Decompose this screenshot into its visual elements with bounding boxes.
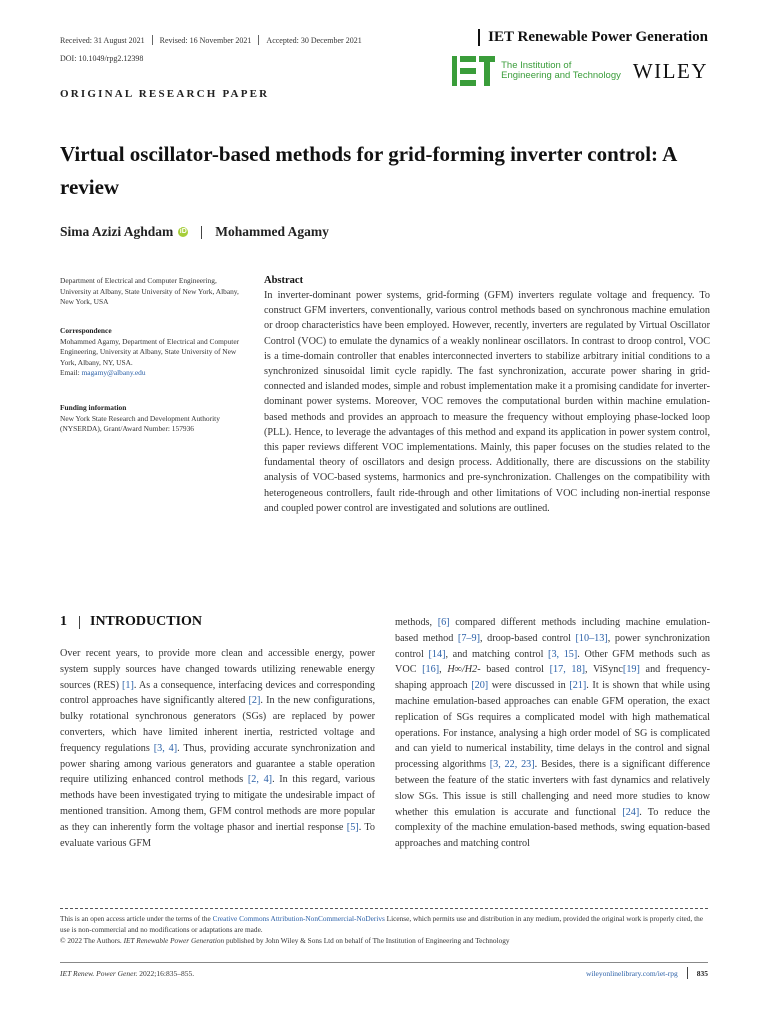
intro-column-right: methods, [6] compared different methods including machine emulation-based method [7–9], droop-based control [10–13], power synchronization control [14], and matching control [3, 15]. Other GFM methods such as VOC [16], H∞/H2- based control [17, 18], ViSync[19] and frequency-shaping approach [20] were discussed in [21]. It is shown that while using machine emulation-based approaches can enable GFM operation, the exact replication of SGs requires a complicated model with high mathematical operations. For instance, analysing a high order model of SG is complicated and can yield to numerical instability, time delays in the control and signal processing algorithms [3, 22, 23]. Besides, there is a significant difference between the feature of the static inverters with fast dynamics and relatively slow SGs. This issue is still challenging and need more studies to know whether this emulation is accurate and functional [24]. To reduce the complexity of the machine emulation-based methods, swing equation-based approaches and matching control (395, 617, 711, 850)
accepted-date: Accepted: 30 December 2021 (266, 35, 362, 45)
revised-date: Revised: 16 November 2021 (159, 35, 252, 45)
divider (687, 967, 688, 979)
citation-link[interactable]: [1] (122, 679, 134, 691)
intro-column-left: Over recent years, to provide more clean and accessible energy, power system supply sources have changed towards utilizing renewable energy sources (RES) [1]. As a consequence, interfacing devices and corresponding control approaches have significantly altered [2]. In the new configurations, bulky rotational synchronous generators (SGs) are replaced by power converters, which have limited inherent inertia, restricted voltage and frequency regulations [3, 4]. Thus, providing accurate synchronization and power sharing among various generators and guarantee a stable operation require utilizing enhanced control methods [2, 4]. In this regard, various methods have been investigated trying to mitigate the undesirable impact of mentioned transition. Among them, GFM control methods are more popular as they can inherently form the voltage phasor and inertial response [5]. To evaluate various GFM (60, 648, 376, 849)
citation-link[interactable]: [6] (437, 617, 450, 628)
iet-logo-text: The Institution of Engineering and Technology (501, 60, 621, 81)
publisher-logos (452, 56, 708, 86)
funding-info (60, 403, 240, 435)
section-heading (60, 614, 202, 630)
citation-link[interactable]: [21] (569, 680, 587, 692)
correspondence-heading: Correspondence (60, 326, 112, 335)
email-line: Email: magamy@albany.edu (60, 368, 146, 377)
section-number: 1 (60, 614, 67, 629)
email-link[interactable]: magamy@albany.edu (81, 368, 146, 377)
doi[interactable]: DOI: 10.1049/rpg2.12398 (60, 54, 144, 63)
divider (152, 35, 153, 45)
funding-text: New York State Research and Development Authority (NYSERDA), Grant/Award Number: 157936 (60, 413, 220, 433)
citation-link[interactable]: [2] (248, 695, 261, 707)
article-dates (60, 35, 362, 45)
citation-line: IET Renew. Power Gener. 2022;16:835–855. (60, 969, 195, 978)
affiliation: Department of Electrical and Computer Engineering, University at Albany, State University of New York, Albany, New York, USA (60, 276, 239, 306)
journal-name-text: IET Renewable Power Generation (488, 29, 708, 45)
citation-link[interactable]: [5] (346, 821, 359, 833)
license-link[interactable]: Creative Commons Attribution-NonCommercial-NoDerivs (212, 914, 385, 923)
citation-link[interactable]: [24] (622, 806, 640, 818)
journal-name[interactable] (478, 29, 708, 46)
received-date: Received: 31 August 2021 (60, 35, 145, 45)
math-expression: H∞/H2 (447, 664, 478, 676)
journal-url-link[interactable]: wileyonlinelibrary.com/iet-rpg (585, 968, 678, 978)
iet-logo-icon (452, 56, 495, 86)
footer-divider (60, 962, 708, 963)
page-number: 835 (696, 968, 708, 978)
funding-heading: Funding information (60, 403, 127, 412)
citation-link[interactable]: [3, 22, 23] (489, 759, 535, 771)
footer-right (586, 967, 708, 979)
abstract (264, 275, 710, 516)
author-list (60, 224, 329, 240)
citation-link[interactable]: [19] (622, 664, 640, 676)
divider (201, 226, 202, 239)
citation-link[interactable]: [16] (422, 664, 440, 676)
divider (79, 616, 80, 629)
section-title: INTRODUCTION (90, 614, 203, 629)
divider (478, 29, 480, 46)
author-name[interactable]: Sima Azizi Aghdam (60, 224, 174, 239)
license-notice: This is an open access article under the terms of the Creative Commons Attribution-NonCommercial-NoDerivs License, which permits use and distribution in any medium, provided the original work is properly cited, the use is non-commercial and no modifications or adaptations are made. © 2022 The Authors. IET Renewable Power Generation published by John Wiley & Sons Ltd on behalf of The Institution of Engineering and Technology (60, 914, 703, 945)
citation-link[interactable]: [10–13] (575, 632, 608, 644)
correspondence-text: Mohammed Agamy, Department of Electrical and Computer Engineering, University at Albany, State University of New York, Albany, NY, USA. (60, 336, 240, 367)
citation-link[interactable]: [14] (428, 648, 446, 660)
citation-link[interactable]: [17, 18] (549, 664, 585, 676)
citation-link[interactable]: [7–9] (457, 632, 480, 644)
abstract-text: In inverter-dominant power systems, grid-forming (GFM) inverters regulate voltage and frequency. To construct GFM inverters, conventionally, various control methods based on synchronous machine emulation or droop characteristics have been employed. However, recently, inverters are regulated by Virtual Oscillator Control (VOC) to emulate the dynamics of a weakly nonlinear oscillators. In contrast to droop control, VOC is a time-domain controller that enables interconnected inverters to stabilize arbitrary initial conditions to a synchronized sinusoidal limit cycle rapidly. The fast synchronization, accurate power sharing in grid-connected and islanded modes, simple and robust implementation make it a promising candidate for inverter-dominant power systems. Moreover, VOC removes the computational burden within machine emulation-based methods and provides an approach to measure the frequency without employing phase-locked loop (PLL). Hence, to leverage the advantages of this method and expand its application in power system control, this paper reviews different VOC implementations. Mainly, this paper focuses on the studies related to the fundamental theory of oscillators and design process. Additionally, there are discussions on the stability analysis of VOC-based systems, harmonics and pre-synchronization. Challenges on the compatibility with heterogeneous controllers, fault ride-through and other limitations of VOC including non-inertial response and coupled power control are investigated and solutions are outlined. (264, 290, 710, 514)
article-type: ORIGINAL RESEARCH PAPER (60, 88, 270, 100)
divider (258, 35, 259, 45)
author-name[interactable]: Mohammed Agamy (215, 224, 329, 239)
citation-link[interactable]: [20] (471, 680, 489, 692)
citation-link[interactable]: [3, 15] (548, 648, 578, 660)
license-divider (60, 908, 708, 909)
orcid-icon[interactable]: iD (179, 228, 187, 235)
citation-link[interactable]: [2, 4] (247, 774, 273, 786)
citation-link[interactable]: [3, 4] (153, 742, 178, 754)
abstract-heading: Abstract (264, 275, 304, 286)
paper-title: Virtual oscillator-based methods for grid-forming inverter control: A review (60, 142, 677, 199)
correspondence (60, 326, 240, 379)
wiley-logo: WILEY (632, 58, 708, 83)
